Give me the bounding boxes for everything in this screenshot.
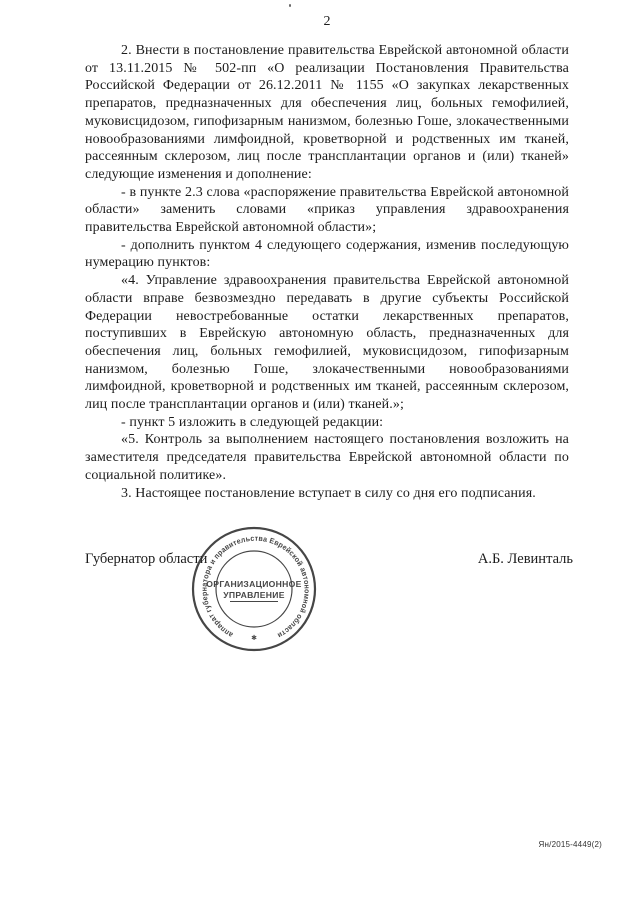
document-registration-code: Ян/2015-4449(2) bbox=[538, 840, 602, 849]
stamp-ring-text: аппарат губернатора и правительства Еврейской автономной области bbox=[199, 533, 312, 641]
official-round-stamp bbox=[188, 523, 320, 655]
signature-title: Губернатор области bbox=[85, 551, 208, 567]
stamp-inner-ring bbox=[216, 551, 292, 627]
paragraph-point-5-text: «5. Контроль за выполнением настоящего постановления возложить на заместителя председателя правительства Еврейской автономной области по социальной политике». bbox=[85, 432, 569, 483]
document-body bbox=[85, 42, 569, 502]
paragraph-point-2-3: - в пункте 2.3 слова «распоряжение правительства Еврейской автономной области» заменить словами «приказ управления здравоохранения правительства Еврейской автономной области»; bbox=[85, 184, 569, 236]
paragraph-point-5-intro: - пункт 5 изложить в следующей редакции: bbox=[121, 414, 384, 430]
stamp-center-line1: ОРГАНИЗАЦИОННОЕ bbox=[206, 579, 302, 589]
scan-artifact-dot bbox=[289, 4, 291, 7]
stamp-bottom-star: ✱ bbox=[251, 635, 257, 642]
signature-block bbox=[85, 551, 573, 568]
paragraph-point-4-text: «4. Управление здравоохранения правительства Еврейской автономной области вправе безвозмездно передавать в другие субъекты Российской Федерации невостребованные остатки лекарственных препаратов, поступивших в Еврейскую автономную область, предназначенных для обеспечения лиц, больных гемофилией, муковисцидозом, гипофизарным нанизмом, болезнью Гоше, злокачественными новообразованиями лимфоидной, кроветворной и родственных им тканей, рассеянным склерозом, лиц после трансплантации органов и (или) тканей.»; bbox=[85, 273, 569, 413]
paragraph-entry-into-force: 3. Настоящее постановление вступает в силу со дня его подписания. bbox=[121, 485, 536, 501]
page-number: 2 bbox=[323, 14, 331, 29]
stamp-center-line2: УПРАВЛЕНИЕ bbox=[223, 590, 285, 600]
paragraph-amendment-intro: 2. Внести в постановление правительства Еврейской автономной области от 13.11.2015 № 502-пп «О реализации Постановления Правительства Российской Федерации от 26.12.2011 № 1155 «О закупках лекарственных препаратов, предназначенных для обеспечения лиц, больных гемофилией, муковисцидозом, гипофизарным нанизмом, болезнью Гоше, злокачественными новообразованиями лимфоидной, кроветворной и родственных им тканей, рассеянным склерозом, лиц после трансплантации органов и (или) тканей» следующие изменения и дополнение: bbox=[85, 43, 569, 182]
stamp-outer-ring bbox=[193, 528, 315, 650]
paragraph-add-point-4: - дополнить пунктом 4 следующего содержания, изменив последующую нумерацию пунктов: bbox=[85, 237, 569, 271]
signature-name: А.Б. Левинталь bbox=[477, 551, 573, 567]
